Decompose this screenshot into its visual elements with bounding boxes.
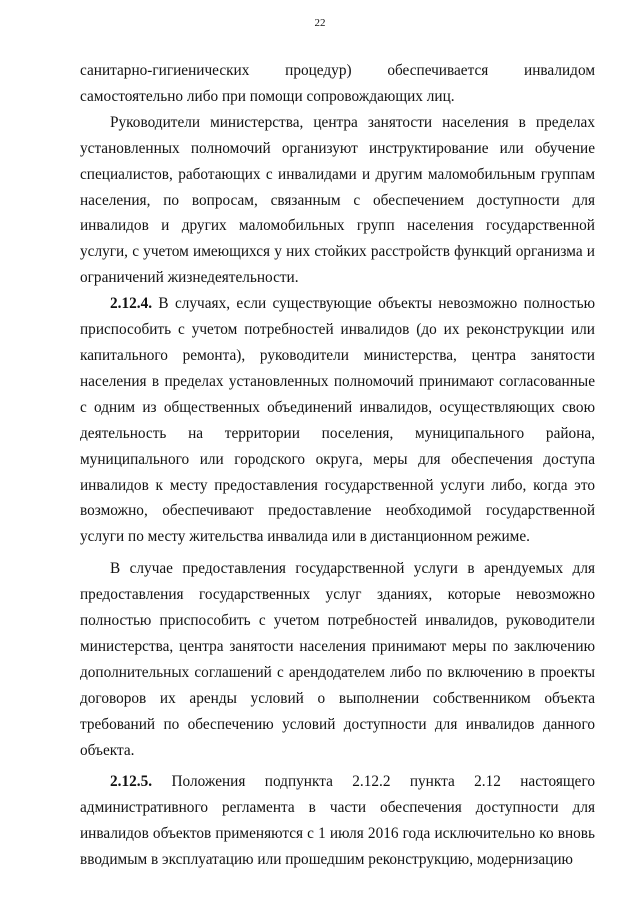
paragraph-text: В случае предоставления государственной услуги в арендуемых для предоставления государственных услуг зданиях, которые невозможно полностью приспособить с учетом потребностей инвалидов, руководители министерства, центра занятости населения принимают меры по заключению дополнительных соглашений с арендодателем либо по включению в проекты договоров их аренды условий о выполнении собственником объекта требований по обеспечению условий доступности для инвалидов данного объекта.	[80, 560, 595, 759]
paragraph-text: Руководители министерства, центра занятости населения в пределах установленных полномочий организуют инструктирование или обучение специалистов, работающих с инвалидами и другим маломобильным группам населения, по вопросам, связанным с обеспечением доступности для инвалидов и других маломобильных групп населения государственной услуги, с учетом имеющихся у них стойких расстройств функций организма и ограничений жизнедеятельности.	[80, 113, 595, 287]
section-number: 2.12.4.	[110, 295, 153, 313]
paragraph-2-12-5	[80, 769, 595, 873]
document-body	[80, 58, 595, 873]
section-number: 2.12.5.	[110, 773, 153, 791]
paragraph-rented-buildings	[80, 556, 595, 763]
paragraph-continuation	[80, 58, 595, 110]
paragraph-text: Положения подпункта 2.12.2 пункта 2.12 настоящего административного регламента в части обеспечения доступности для инвалидов объектов применяются с 1 июля 2016 года исключительно ко вновь вводимым в эксплуатацию или прошедшим реконструкцию, модернизацию	[80, 773, 595, 869]
paragraph-text: санитарно-гигиенических процедур) обеспечивается инвалидом самостоятельно либо при помощи сопровождающих лиц.	[80, 62, 595, 105]
page-number: 22	[314, 17, 326, 29]
paragraph-2-12-4	[80, 291, 595, 550]
paragraph-text: В случаях, если существующие объекты невозможно полностью приспособить с учетом потребностей инвалидов (до их реконструкции или капитального ремонта), руководители министерства, центра занятости населения в пределах установленных полномочий принимают согласованные с одним из общественных объединений инвалидов, осуществляющих свою деятельность на территории поселения, муниципального района, муниципального или городского округа, меры для обеспечения доступа инвалидов к месту предоставления государственной услуги либо, когда это возможно, обеспечивают предоставление необходимой государственной услуги по месту жительства инвалида или в дистанционном режиме.	[80, 295, 595, 546]
paragraph-training	[80, 110, 595, 291]
